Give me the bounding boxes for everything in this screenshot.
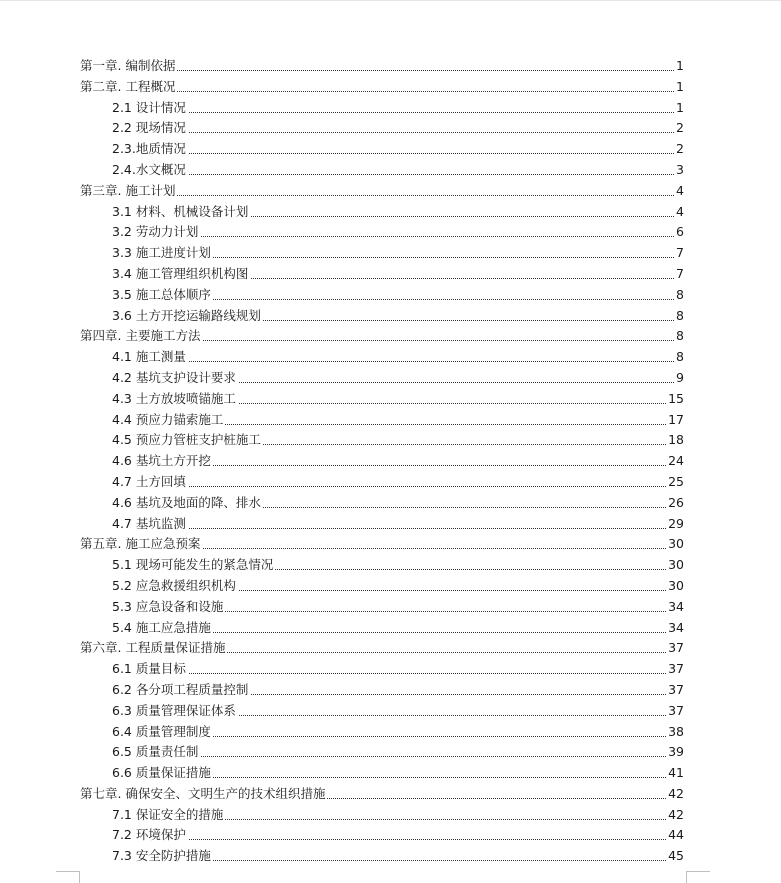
toc-entry-title: 3.5 施工总体顺序 (112, 285, 213, 306)
toc-section-entry[interactable] (0, 472, 781, 493)
toc-page-number: 29 (666, 514, 684, 535)
dot-leader (112, 839, 684, 840)
toc-section-entry[interactable] (0, 160, 781, 181)
toc-chapter-entry[interactable] (0, 77, 781, 98)
toc-entry-title: 4.3 土方放坡喷锚施工 (112, 389, 238, 410)
toc-entry-title: 6.5 质量责任制 (112, 742, 200, 763)
toc-entry-title: 3.1 材料、机械设备计划 (112, 202, 250, 223)
toc-page-number: 8 (674, 326, 684, 347)
toc-entry-title: 第七章. 确保安全、文明生产的技术组织措施 (80, 784, 327, 805)
toc-entry-title: 3.6 土方开挖运输路线规划 (112, 306, 263, 327)
toc-entry-title: 2.1 设计情况 (112, 98, 188, 119)
toc-page-number: 8 (674, 306, 684, 327)
toc-page-number: 38 (666, 722, 684, 743)
toc-entry-title: 4.1 施工测量 (112, 347, 188, 368)
toc-entry-title: 4.7 土方回填 (112, 472, 188, 493)
toc-page-number: 34 (666, 618, 684, 639)
toc-page-number: 44 (666, 825, 684, 846)
toc-section-entry[interactable] (0, 742, 781, 763)
toc-page-number: 15 (666, 389, 684, 410)
toc-section-entry[interactable] (0, 680, 781, 701)
toc-page-number: 2 (674, 139, 684, 160)
toc-section-entry[interactable] (0, 846, 781, 867)
dot-leader (112, 528, 684, 529)
toc-section-entry[interactable] (0, 222, 781, 243)
toc-section-entry[interactable] (0, 659, 781, 680)
toc-entry-title: 5.4 施工应急措施 (112, 618, 213, 639)
toc-entry-title: 4.2 基坑支护设计要求 (112, 368, 238, 389)
toc-entry-title: 第六章. 工程质量保证措施 (80, 638, 227, 659)
toc-entry-title: 4.7 基坑监测 (112, 514, 188, 535)
toc-entry-title: 6.1 质量目标 (112, 659, 188, 680)
toc-entry-title: 6.6 质量保证措施 (112, 763, 213, 784)
toc-section-entry[interactable] (0, 202, 781, 223)
toc-section-entry[interactable] (0, 722, 781, 743)
toc-page-number: 34 (666, 597, 684, 618)
toc-chapter-entry[interactable] (0, 534, 781, 555)
toc-page-number: 1 (674, 77, 684, 98)
toc-page-number: 42 (666, 805, 684, 826)
toc-page-number: 37 (666, 680, 684, 701)
toc-page-number: 24 (666, 451, 684, 472)
toc-page-number: 30 (666, 555, 684, 576)
toc-section-entry[interactable] (0, 118, 781, 139)
toc-entry-title: 4.6 基坑土方开挖 (112, 451, 213, 472)
toc-section-entry[interactable] (0, 264, 781, 285)
dot-leader (112, 153, 684, 154)
toc-page-number: 45 (666, 846, 684, 867)
table-of-contents (0, 56, 781, 867)
toc-page-number: 9 (674, 368, 684, 389)
toc-section-entry[interactable] (0, 701, 781, 722)
toc-entry-title: 7.3 安全防护措施 (112, 846, 213, 867)
toc-section-entry[interactable] (0, 410, 781, 431)
toc-chapter-entry[interactable] (0, 638, 781, 659)
toc-entry-title: 2.3.地质情况 (112, 139, 188, 160)
toc-entry-title: 2.2 现场情况 (112, 118, 188, 139)
toc-entry-title: 第五章. 施工应急预案 (80, 534, 202, 555)
toc-section-entry[interactable] (0, 306, 781, 327)
toc-entry-title: 5.2 应急救援组织机构 (112, 576, 238, 597)
crop-mark-bottom-left (56, 871, 80, 880)
toc-page-number: 26 (666, 493, 684, 514)
toc-entry-title: 3.4 施工管理组织机构图 (112, 264, 250, 285)
toc-section-entry[interactable] (0, 618, 781, 639)
toc-entry-title: 7.1 保证安全的措施 (112, 805, 225, 826)
toc-entry-title: 第二章. 工程概况 (80, 77, 177, 98)
toc-page-number: 39 (666, 742, 684, 763)
toc-section-entry[interactable] (0, 243, 781, 264)
toc-section-entry[interactable] (0, 98, 781, 119)
toc-section-entry[interactable] (0, 763, 781, 784)
toc-entry-title: 7.2 环境保护 (112, 825, 188, 846)
dot-leader (112, 174, 684, 175)
toc-section-entry[interactable] (0, 389, 781, 410)
toc-page-number: 4 (674, 181, 684, 202)
toc-page-number: 30 (666, 576, 684, 597)
toc-section-entry[interactable] (0, 514, 781, 535)
toc-section-entry[interactable] (0, 430, 781, 451)
toc-page-number: 3 (674, 160, 684, 181)
toc-entry-title: 3.3 施工进度计划 (112, 243, 213, 264)
toc-section-entry[interactable] (0, 805, 781, 826)
toc-chapter-entry[interactable] (0, 326, 781, 347)
toc-entry-title: 3.2 劳动力计划 (112, 222, 200, 243)
toc-entry-title: 6.2 各分项工程质量控制 (112, 680, 250, 701)
toc-page-number: 37 (666, 659, 684, 680)
toc-section-entry[interactable] (0, 368, 781, 389)
toc-page-number: 42 (666, 784, 684, 805)
toc-section-entry[interactable] (0, 451, 781, 472)
toc-entry-title: 4.4 预应力锚索施工 (112, 410, 225, 431)
toc-entry-title: 2.4.水文概况 (112, 160, 188, 181)
toc-page-number: 25 (666, 472, 684, 493)
toc-page-number: 37 (666, 701, 684, 722)
dot-leader (112, 361, 684, 362)
toc-section-entry[interactable] (0, 825, 781, 846)
toc-page-number: 18 (666, 430, 684, 451)
toc-chapter-entry[interactable] (0, 784, 781, 805)
toc-section-entry[interactable] (0, 493, 781, 514)
toc-page-number: 30 (666, 534, 684, 555)
toc-page-number: 6 (674, 222, 684, 243)
toc-page-number: 2 (674, 118, 684, 139)
toc-entry-title: 第一章. 编制依据 (80, 56, 177, 77)
toc-entry-title: 5.3 应急设备和设施 (112, 597, 225, 618)
toc-page-number: 17 (666, 410, 684, 431)
toc-section-entry[interactable] (0, 597, 781, 618)
toc-chapter-entry[interactable] (0, 56, 781, 77)
dot-leader (112, 486, 684, 487)
toc-section-entry[interactable] (0, 285, 781, 306)
toc-page-number: 41 (666, 763, 684, 784)
toc-section-entry[interactable] (0, 347, 781, 368)
toc-page-number: 37 (666, 638, 684, 659)
toc-section-entry[interactable] (0, 139, 781, 160)
toc-entry-title: 6.3 质量管理保证体系 (112, 701, 238, 722)
toc-entry-title: 第三章. 施工计划 (80, 181, 177, 202)
toc-section-entry[interactable] (0, 555, 781, 576)
toc-section-entry[interactable] (0, 576, 781, 597)
toc-entry-title: 5.1 现场可能发生的紧急情况 (112, 555, 275, 576)
crop-mark-bottom-right (686, 871, 710, 880)
toc-page-number: 4 (674, 202, 684, 223)
toc-page-number: 7 (674, 243, 684, 264)
dot-leader (112, 112, 684, 113)
dot-leader (112, 673, 684, 674)
toc-entry-title: 4.5 预应力管桩支护桩施工 (112, 430, 263, 451)
toc-entry-title: 4.6 基坑及地面的降、排水 (112, 493, 263, 514)
toc-page-number: 8 (674, 285, 684, 306)
dot-leader (112, 132, 684, 133)
toc-chapter-entry[interactable] (0, 181, 781, 202)
toc-page-number: 1 (674, 98, 684, 119)
page-edge (0, 0, 781, 1)
toc-page-number: 8 (674, 347, 684, 368)
toc-entry-title: 第四章. 主要施工方法 (80, 326, 202, 347)
toc-page-number: 1 (674, 56, 684, 77)
toc-entry-title: 6.4 质量管理制度 (112, 722, 213, 743)
toc-page-number: 7 (674, 264, 684, 285)
